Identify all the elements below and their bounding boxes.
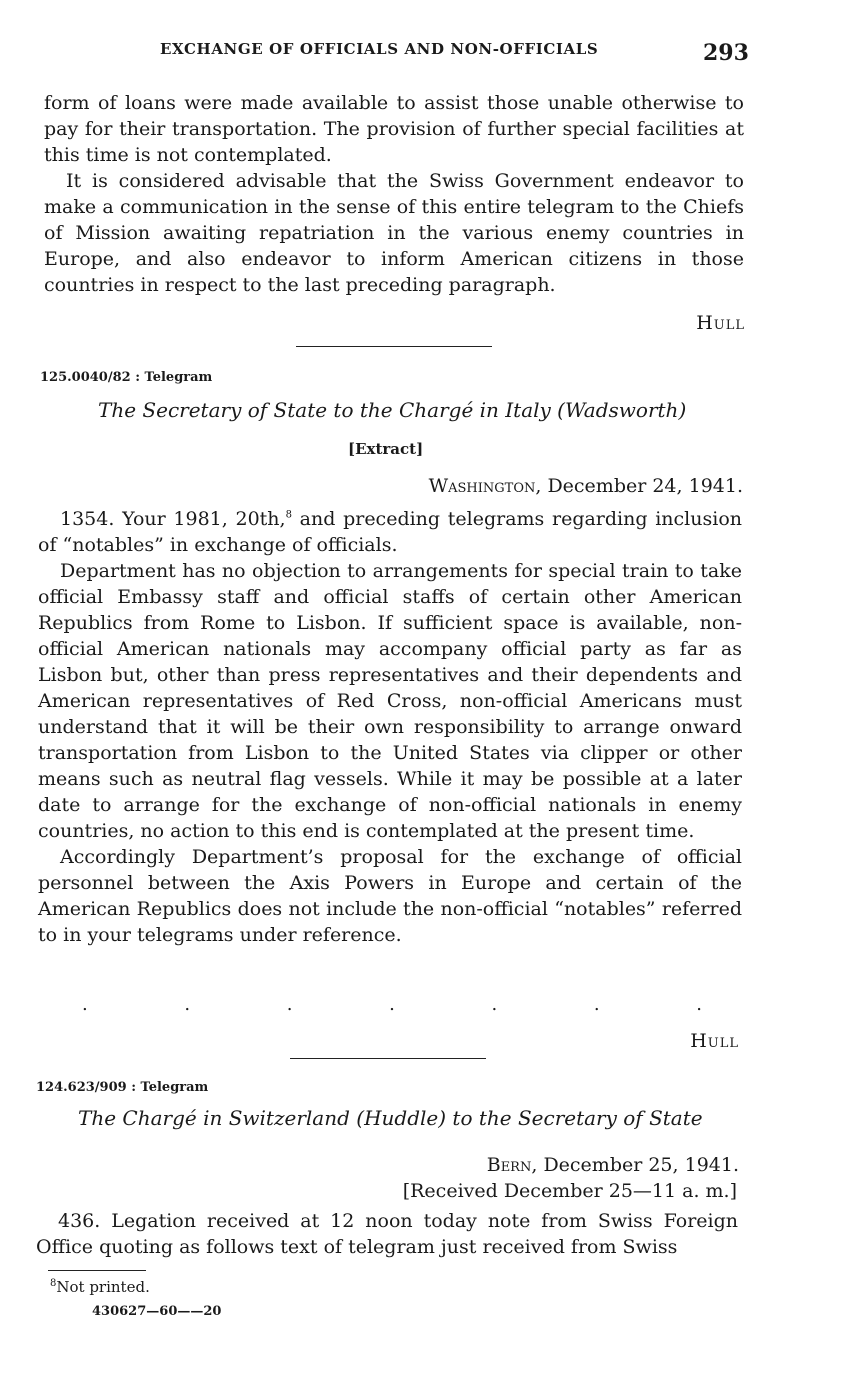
- doc2-dateline-place: Washington: [428, 475, 536, 497]
- doc3-body: [36, 1208, 738, 1260]
- ellipsis-row: [82, 994, 702, 1015]
- doc3-dateline-date: , December 25, 1941.: [531, 1154, 739, 1176]
- extract-label: [Extract]: [348, 440, 424, 458]
- doc3-heading: [78, 1106, 703, 1130]
- doc2-heading-part-a: The Secretary of State to the Chargé in Italy (: [98, 398, 565, 422]
- page-number: 293: [703, 40, 749, 66]
- ellipsis-dot: .: [593, 994, 600, 1015]
- doc2-heading: [98, 398, 686, 422]
- footnote-reference: 8: [285, 509, 292, 521]
- footnote: [50, 1278, 150, 1296]
- footnote-text: Not printed.: [56, 1278, 150, 1296]
- ellipsis-dot: .: [491, 994, 498, 1015]
- doc3-heading-part-b: ) to the Secretary of State: [438, 1106, 703, 1130]
- running-title: EXCHANGE OF OFFICIALS AND NON-OFFICIALS: [160, 40, 599, 58]
- ellipsis-dot: .: [389, 994, 395, 1015]
- doc2-paragraph-3: Accordingly Department’s proposal for the exchange of official personnel between the Axis Powers in Europe and certain of the American Republics does not include the non-official “notables” referred to in your telegrams under reference.: [38, 846, 742, 946]
- doc2-heading-part-b: ): [678, 398, 687, 422]
- section-divider-1: [296, 346, 492, 347]
- doc2-paragraph-1-a: 1354. Your 1981, 20th,: [60, 508, 286, 530]
- doc1-body: [44, 90, 744, 298]
- section-divider-2: [290, 1058, 486, 1059]
- doc2-paragraph-1-b: and preceding telegrams regarding inclusion of “notables” in exchange of officials.: [38, 508, 742, 556]
- doc2-heading-name: Wadsworth: [564, 398, 679, 422]
- doc3-file-reference: 124.623/909 : Telegram: [36, 1080, 209, 1095]
- footnote-marker: 8: [50, 1278, 57, 1289]
- doc2-dateline-date: , December 24, 1941.: [535, 475, 743, 497]
- doc2-body: [38, 506, 742, 948]
- doc3-heading-part-a: The Chargé in Switzerland (: [78, 1106, 365, 1130]
- ellipsis-dot: .: [696, 994, 702, 1015]
- doc3-dateline: [487, 1154, 739, 1176]
- doc2-paragraph-1: [38, 506, 742, 558]
- doc3-heading-name: Huddle: [364, 1106, 439, 1130]
- ellipsis-dot: .: [82, 994, 88, 1015]
- doc3-paragraph-1: 436. Legation received at 12 noon today note from Swiss Foreign Office quoting as follows text of telegram just received from Swiss: [36, 1210, 738, 1258]
- doc1-paragraph-1: form of loans were made available to assist those unable otherwise to pay for their transportation. The provision of further special facilities at this time is not contemplated.: [44, 92, 744, 166]
- ellipsis-dot: .: [184, 994, 191, 1015]
- ellipsis-dot: .: [286, 994, 293, 1015]
- doc3-dateline-place: Bern: [486, 1154, 532, 1176]
- doc2-paragraph-2: Department has no objection to arrangements for special train to take official Embassy staff and official staffs of certain other American Republics from Rome to Lisbon. If sufficient space is available, non-official American nationals may accompany official party as far as Lisbon but, other than press representatives and their dependents and American representatives of Red Cross, non-official Americans must understand that it will be their own responsibility to arrange onward transportation from Lisbon to the United States via clipper or other means such as neutral flag vessels. While it may be possible at a later date to arrange for the exchange of non-official nationals in enemy countries, no action to this end is contemplated at the present time.: [38, 560, 742, 842]
- doc2-signature: Hull: [690, 1030, 739, 1052]
- doc3-received: [Received December 25—11 a. m.]: [402, 1180, 737, 1202]
- footnote-rule: [48, 1270, 146, 1271]
- print-code: 430627—60——20: [92, 1304, 222, 1319]
- doc1-paragraph-2: It is considered advisable that the Swiss Government endeavor to make a communication in the sense of this entire telegram to the Chiefs of Mission awaiting repatriation in the various enemy countries in Europe, and also endeavor to inform American citizens in those countries in respect to the last preceding paragraph.: [44, 170, 744, 296]
- doc2-dateline: [429, 475, 743, 497]
- doc2-file-reference: 125.0040/82 : Telegram: [40, 370, 213, 385]
- doc1-signature: Hull: [696, 312, 745, 334]
